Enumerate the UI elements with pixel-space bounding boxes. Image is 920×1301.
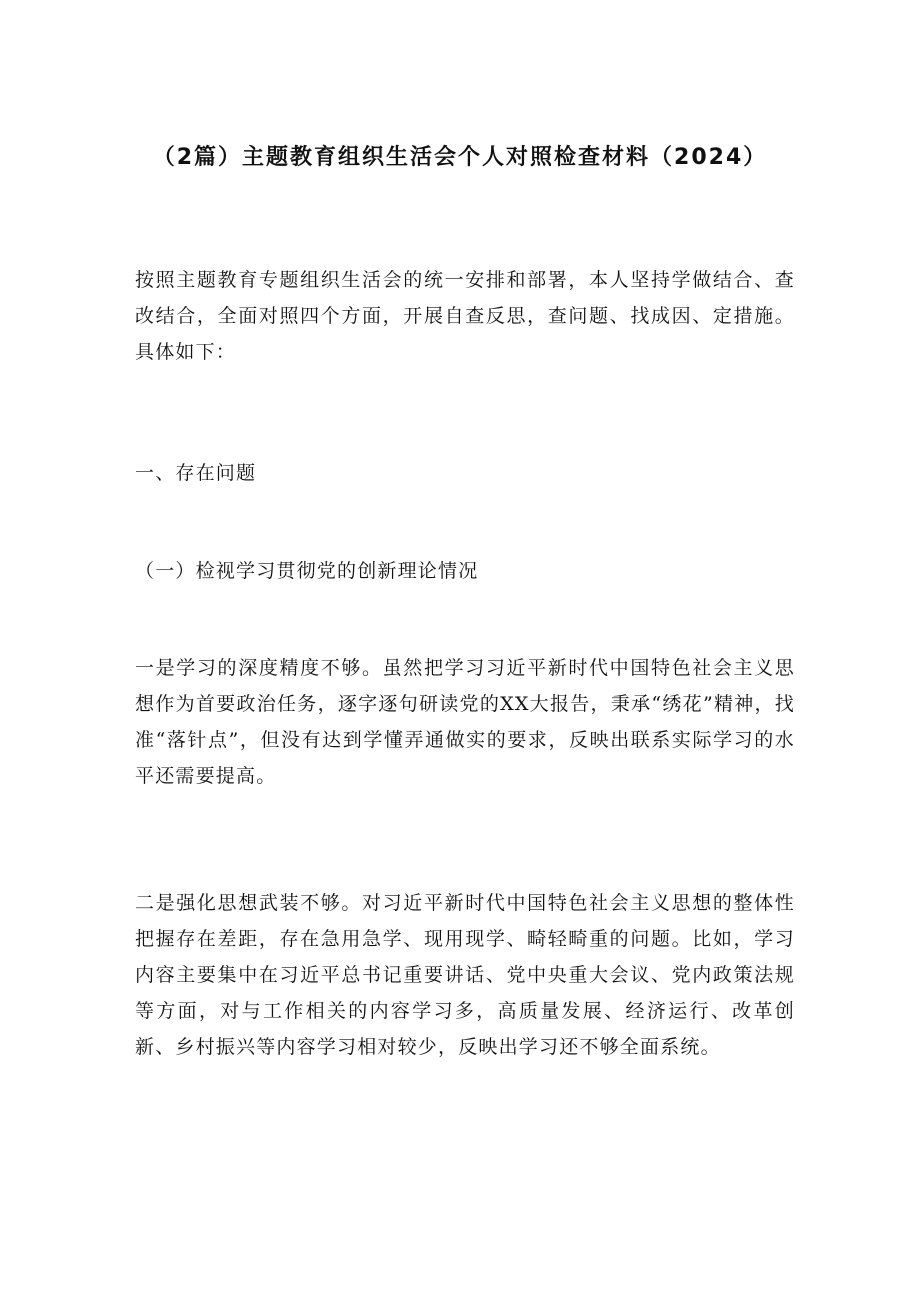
document-title: （2篇）主题教育组织生活会个人对照检查材料（2024） bbox=[152, 145, 768, 170]
intro-paragraph: 按照主题教育专题组织生活会的统一安排和部署，本人坚持学做结合、查改结合，全面对照四个方面，开展自查反思，查问题、找成因、定措施。具体如下： bbox=[135, 269, 795, 363]
issue-paragraph-2: 二是强化思想武装不够。对习近平新时代中国特色社会主义思想的整体性把握存在差距，存在急用急学、现用现学、畸轻畸重的问题。比如，学习内容主要集中在习近平总书记重要讲话、党中央重大会议、党内政策法规等方面，对与工作相关的内容学习多，高质量发展、经济运行、改革创新、乡村振兴等内容学习相对较少，反映出学习还不够全面系统。 bbox=[135, 892, 795, 1058]
subsection-heading: （一）检视学习贯彻党的创新理论情况 bbox=[135, 560, 479, 582]
section-heading: 一、存在问题 bbox=[135, 462, 257, 484]
issue-paragraph-1: 一是学习的深度精度不够。虽然把学习习近平新时代中国特色社会主义思想作为首要政治任务，逐字逐句研读党的XX大报告，秉承“绣花”精神，找准“落针点”，但没有达到学懂弄通做实的要求，反映出联系实际学习的水平还需要提高。 bbox=[135, 657, 795, 787]
